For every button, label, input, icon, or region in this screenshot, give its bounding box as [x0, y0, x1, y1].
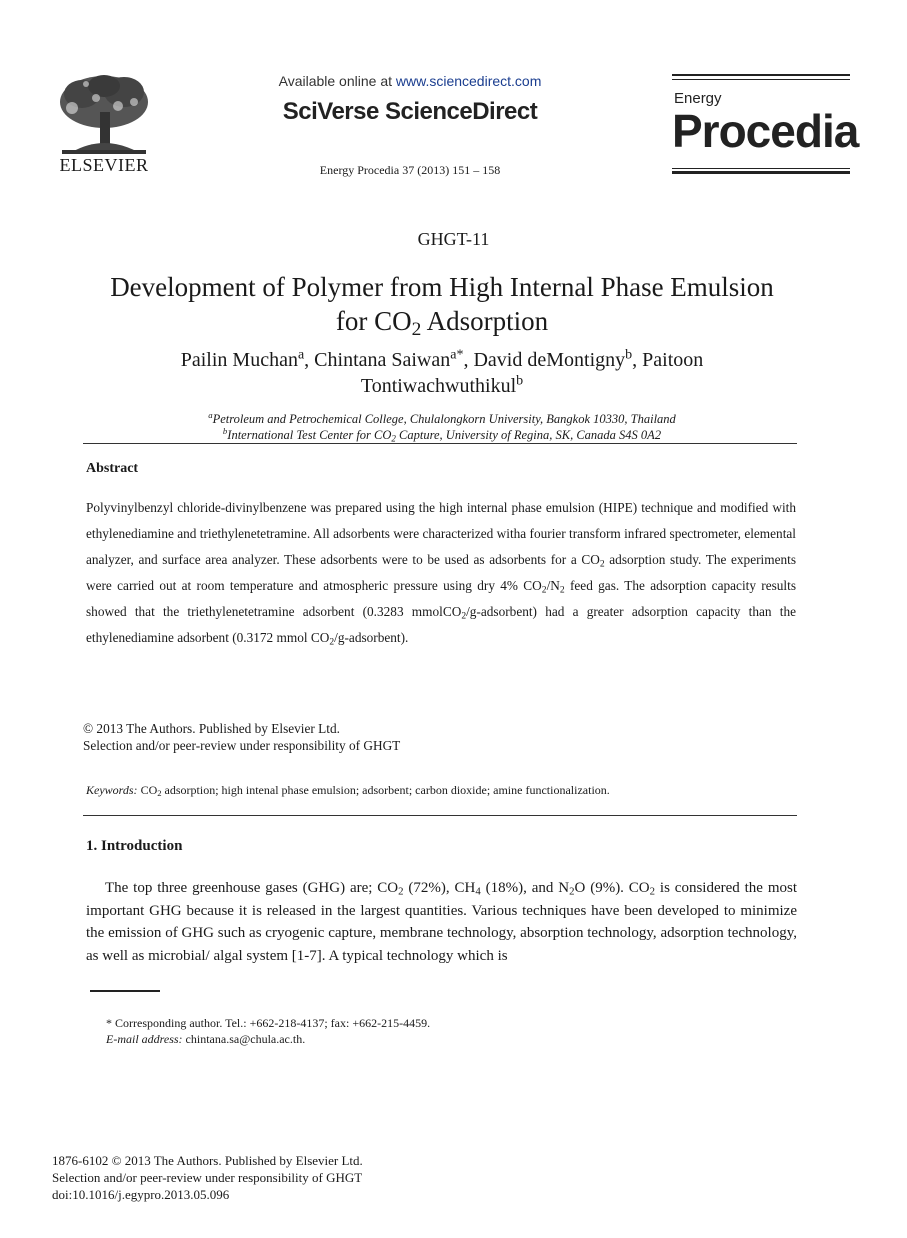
energy-procedia-logo: [672, 74, 859, 176]
abstract-part: feed gas. The adsorption capacity results showed that the triethylenetetramine adsorbent (0.3283 mmolCO: [86, 578, 796, 619]
title-line2-post: Adsorption: [421, 306, 549, 336]
abstract-sub: 2: [461, 610, 467, 622]
title-line2-pre: for CO: [335, 306, 412, 336]
intro-part: The top three greenhouse gases (GHG) are; CO: [105, 880, 399, 896]
introduction-text: [86, 877, 797, 967]
sciencedirect-link[interactable]: www.sciencedirect.com: [395, 73, 542, 89]
author-5: Tontiwachwuthikul: [360, 375, 517, 397]
affil-b-pre: International Test Center for CO: [227, 428, 392, 442]
abstract-sub: 2: [329, 636, 335, 648]
author-3-affil: b: [625, 347, 633, 363]
author-2-affil: a*: [450, 347, 464, 363]
title-line1: Development of Polymer from High Internal Phase Emulsion: [110, 272, 774, 302]
elsevier-wordmark: ELSEVIER: [59, 155, 149, 175]
footer-line1: 1876-6102 © 2013 The Authors. Published by Elsevier Ltd.: [52, 1153, 363, 1168]
corresponding-author: * Corresponding author. Tel.: +662-218-4137; fax: +662-215-4459.: [106, 1016, 431, 1030]
available-online: [250, 73, 570, 89]
affil-b-post: Capture, University of Regina, SK, Canada S4S 0A2: [395, 428, 662, 442]
footnote: [106, 1015, 430, 1047]
affil-a: Petroleum and Petrochemical College, Chulalongkorn University, Bangkok 10330, Thailand: [212, 412, 676, 426]
intro-sub: 2: [569, 885, 575, 898]
abstract-heading: Abstract: [86, 461, 139, 476]
procedia-energy-label: Energy: [674, 90, 722, 107]
abstract-text: [86, 495, 796, 651]
abstract-part: /N: [546, 578, 560, 593]
abstract-part: adsorption study. The experiments were carried out at room temperature and atmospheric pressure using dry 4% CO: [86, 552, 796, 593]
intro-part: (72%), CH: [403, 880, 476, 896]
author-list: [100, 347, 784, 399]
keywords-sub: 2: [157, 788, 162, 799]
keywords: [86, 783, 796, 798]
author-4: , Paitoon: [632, 349, 704, 371]
procedia-rule-top: [672, 74, 850, 76]
section-heading-introduction: 1. Introduction: [86, 838, 183, 854]
author-5-affil: b: [516, 373, 524, 389]
issn-copyright-footer: [52, 1152, 363, 1203]
intro-sub: 2: [398, 885, 404, 898]
affil-a-marker: a: [208, 410, 213, 421]
keywords-pre: CO: [137, 783, 158, 797]
title-subscript: 2: [411, 318, 422, 340]
procedia-rule-bottom-thin: [672, 168, 850, 169]
email-label: E-mail address:: [106, 1032, 183, 1046]
abstract-sub: 2: [541, 584, 547, 596]
keywords-label: Keywords:: [86, 783, 138, 797]
available-prefix: Available online at: [278, 73, 396, 89]
sciverse-sciencedirect-logo: SciVerse ScienceDirect: [282, 98, 538, 125]
doi[interactable]: doi:10.1016/j.egypro.2013.05.096: [52, 1187, 230, 1202]
affil-b-marker: b: [222, 426, 228, 437]
author-1: Pailin Muchan: [180, 349, 298, 371]
footnote-rule: [90, 990, 160, 992]
copyright-line2: Selection and/or peer-review under responsibility of GHGT: [83, 738, 401, 753]
copyright-line1: © 2013 The Authors. Published by Elsevier Ltd.: [83, 721, 340, 736]
paper-title: [60, 270, 824, 338]
author-2: , Chintana Saiwan: [304, 349, 451, 371]
procedia-wordmark: Procedia: [672, 105, 859, 157]
author-1-affil: a: [297, 347, 305, 363]
intro-part: O (9%). CO: [574, 880, 650, 896]
affiliations: [90, 411, 794, 443]
header-divider: [83, 443, 797, 444]
journal-citation: Energy Procedia 37 (2013) 151 – 158: [319, 163, 501, 177]
author-3: , David deMontigny: [463, 349, 626, 371]
keywords-list: adsorption; high intenal phase emulsion; adsorbent; carbon dioxide; amine functionalization.: [161, 783, 610, 797]
abstract-part: Polyvinylbenzyl chloride-divinylbenzene was prepared using the high internal phase emulsion (HIPE) technique and modified with ethylenediamine and triethylenetetramine. All adsorbents were characterized witha fourier transform infrared spectrometer, elemental analyzer, and surface area analyzer. These adsorbents were to be used as adsorbents for a CO: [86, 500, 796, 567]
copyright-notice: [83, 720, 400, 754]
intro-sub: 2: [649, 885, 656, 898]
intro-part: (18%), and N: [480, 880, 570, 896]
email-address[interactable]: chintana.sa@chula.ac.th.: [182, 1032, 306, 1046]
affil-b-sub: 2: [391, 433, 396, 444]
intro-part: is considered the most important GHG because it is released in the largest quantities. Various techniques have been developed to minimize the emission of GHG such as cryogenic capture, membrane technology, absorption technology, adsorption technology, as well as microbial/ algal system [1-7]. A typical technology which is: [86, 880, 797, 964]
abstract-sub: 2: [599, 558, 605, 570]
conference-name: GHGT-11: [417, 229, 490, 249]
abstract-sub: 2: [559, 584, 565, 596]
keywords-divider: [83, 815, 797, 816]
procedia-rule-top-thin: [672, 79, 850, 80]
intro-sub: 4: [475, 885, 481, 898]
procedia-rule-bottom: [672, 171, 850, 174]
abstract-part: /g-adsorbent).: [334, 630, 409, 645]
footer-line2: Selection and/or peer-review under responsibility of GHGT: [52, 1170, 363, 1185]
abstract-part: /g-adsorbent) had a greater adsorption capacity than the ethylenediamine adsorbent (0.3172 mmol CO: [86, 604, 797, 645]
